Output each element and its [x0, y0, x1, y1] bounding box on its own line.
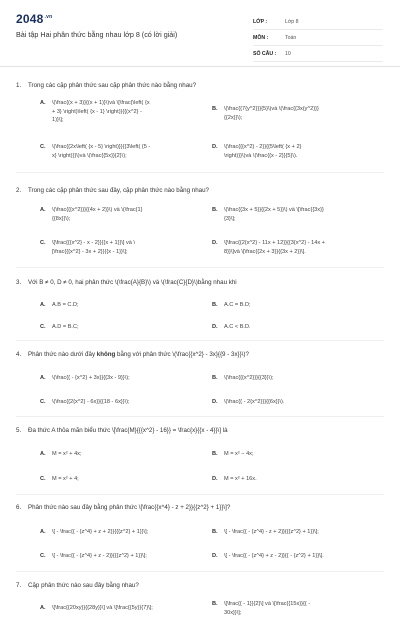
question-4-text: 4. Phân thức nào dưới đây không bằng với phân thức \(\frac{{x^2} - 3x}{{9 - 3x}}\)? [16, 351, 249, 358]
divider [16, 494, 384, 495]
document-title: Bài tập Hai phân thức bằng nhau lớp 8 (có lời giải) [16, 30, 178, 39]
meta-label: MÔN : [253, 34, 269, 41]
question-3-text: 3. Với B ≠ 0, D ≠ 0, hai phân thức \(\frac{A}{B}\) và \(\frac{C}{D}\)bằng nhau khi [16, 279, 237, 286]
question-2-text: 2. Trong các cặp phân thức sau đây, cặp phân thức nào bằng nhau? [16, 187, 209, 194]
divider [16, 340, 384, 341]
site-logo[interactable] [16, 12, 52, 26]
page-header [0, 0, 400, 67]
meta-value: Toán [285, 34, 297, 41]
divider [16, 172, 384, 173]
question-1-text: 1. Trong các cặp phân thức sau cặp phân thức nào bằng nhau? [16, 82, 197, 89]
meta-label: SỐ CÂU : [253, 50, 277, 57]
meta-row-count [253, 46, 383, 62]
logo-text: 2048 [16, 12, 44, 26]
logo-suffix: .vn [44, 14, 53, 20]
question-6-text: 6. Phân thức nào sau đây bằng phân thức \[\frac{{x^4} - z + 2}}{{z^2} + 1}}\]? [16, 504, 231, 511]
meta-label: LỚP : [253, 18, 268, 25]
question-5-text: 5. Đa thức A thỏa mãn biểu thức \[\frac{M}{{{x^2} - 16}} = \frac{x}{{x - 4}}\] là [16, 427, 228, 434]
divider [16, 267, 384, 268]
emphasis-not: không [96, 351, 116, 358]
divider [16, 571, 384, 572]
meta-row-class [253, 14, 383, 30]
meta-value: Lớp 8 [285, 18, 299, 25]
question-7-text: 7. Cặp phân thức nào sau đây bằng nhau? [16, 582, 139, 589]
meta-row-subject [253, 30, 383, 46]
meta-table [253, 14, 383, 62]
divider [16, 416, 384, 417]
meta-value: 10 [285, 50, 291, 57]
